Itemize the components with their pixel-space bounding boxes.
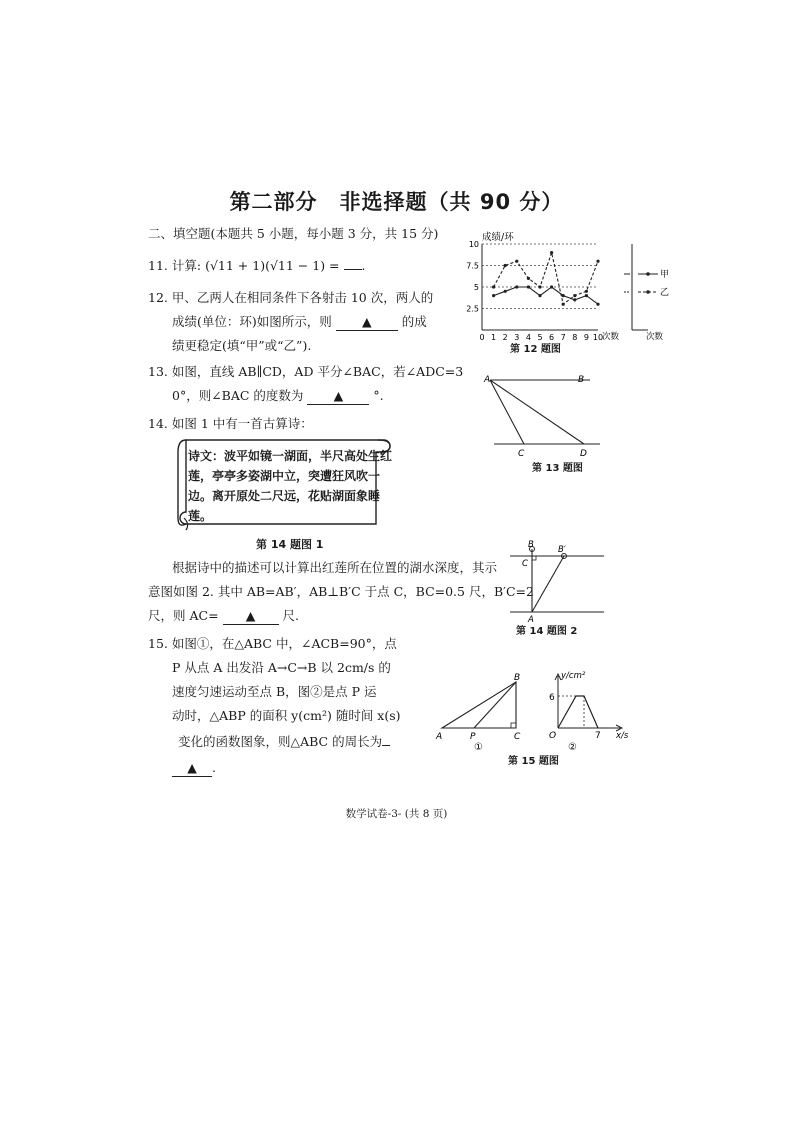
figure-15-graph	[540, 668, 650, 754]
label-d: D	[580, 449, 587, 459]
blank-mark-icon: ▲	[361, 314, 372, 329]
label-c: C	[522, 559, 528, 569]
y-axis-label: y/cm²	[561, 671, 586, 681]
data-point-jia	[562, 294, 565, 297]
segment-ab-prime	[532, 556, 564, 612]
data-point-yi	[527, 277, 530, 280]
label-b-prime: B′	[558, 545, 566, 555]
label-a: A	[484, 375, 491, 385]
figure-14-diagram	[500, 540, 610, 624]
y-tick-6: 6	[549, 693, 555, 703]
figure-15-triangle	[432, 672, 532, 752]
question-12	[148, 290, 433, 306]
question-number: 14.	[148, 416, 168, 431]
legend-marker-yi	[646, 290, 650, 294]
x-tick-label: 3	[514, 333, 520, 342]
label-b: B	[528, 540, 534, 550]
x-tick-label: 1	[491, 333, 497, 342]
question-15-line2: P 从点 A 出发沿 A→C→B 以 2cm/s 的	[172, 660, 391, 675]
x-tick-label: 2	[502, 333, 508, 342]
origin-label: O	[549, 731, 557, 741]
question-12-line3: 绩更稳定(填“甲”或“乙”).	[172, 338, 312, 353]
y-tick-label: 7.5	[466, 261, 479, 271]
x-tick-label: 4	[525, 333, 531, 342]
figure-14-caption: 第 14 题图 2	[516, 626, 578, 637]
data-point-yi	[562, 303, 565, 306]
x-tick-label: 6	[549, 333, 555, 342]
question-13-line2: 0°，则∠BAC 的度数为 ▲ °.	[172, 388, 384, 403]
segment-ac	[490, 380, 524, 444]
data-point-yi	[504, 264, 507, 267]
label-c: C	[514, 732, 521, 742]
data-point-yi	[538, 285, 541, 288]
label-b: B	[578, 375, 585, 385]
data-point-jia	[550, 285, 553, 288]
answer-blank[interactable]	[223, 608, 279, 625]
data-point-jia	[585, 294, 588, 297]
question-15	[148, 636, 397, 652]
triangle-abc	[442, 682, 516, 728]
question-14-line1: 根据诗中的描述可以计算出红莲所在位置的湖水深度，其示	[172, 560, 498, 575]
y-axis-label: 成绩/环	[482, 232, 514, 243]
blank-mark-icon: ▲	[333, 388, 344, 403]
x-axis-label: 次数	[602, 332, 620, 342]
section-header: 二、填空题(本题共 5 小题，每小题 3 分，共 15 分)	[148, 226, 439, 241]
question-12-line2: 成绩(单位：环)如图所示，则 ▲ 的成	[172, 314, 427, 329]
data-point-jia	[504, 290, 507, 293]
answer-blank[interactable]	[172, 760, 212, 777]
x-tick-label: 10	[592, 333, 604, 342]
label-b: B	[514, 673, 521, 683]
x-tick-label: 5	[537, 333, 543, 342]
sub-figure-1: ①	[474, 742, 483, 752]
x-tick-label: 8	[572, 333, 578, 342]
question-14-line3: 尺，则 AC= ▲ 尺.	[148, 608, 299, 623]
question-text: 甲、乙两人在相同条件下各射击 10 次，两人的	[171, 290, 434, 305]
answer-blank[interactable]	[307, 388, 369, 405]
label-c: C	[518, 449, 525, 459]
label-a: A	[436, 732, 443, 742]
x-axis-label: x/s	[616, 731, 629, 741]
segment-ad	[490, 380, 584, 444]
question-number: 11.	[148, 258, 168, 273]
x-tick-7: 7	[595, 731, 601, 741]
data-point-yi	[550, 251, 553, 254]
answer-blank[interactable]	[344, 269, 362, 270]
question-14-line2: 意图如图 2. 其中 AB=AB′，AB⊥B′C 于点 C，BC=0.5 尺，B′C=2	[148, 584, 534, 599]
poem-text: 诗文：波平如镜一湖面，半尺高处生红莲，亭亭多姿湖中立，突遭狂风吹一边。离开原处二尺远，花贴湖面象睡莲。	[188, 449, 393, 523]
area-function-curve	[558, 696, 598, 728]
data-point-jia	[527, 285, 530, 288]
y-tick-label: 10	[468, 240, 479, 249]
poem-caption: 第 14 题图 1	[256, 538, 324, 551]
legend-label-yi: 乙	[660, 288, 670, 298]
figure-13-caption: 第 13 题图	[532, 463, 583, 474]
y-tick-label: 2.5	[466, 304, 479, 314]
data-point-jia	[515, 285, 518, 288]
blank-mark-icon: ▲	[245, 608, 256, 623]
question-15-line4: 动时，△ABP 的面积 y(cm²) 随时间 x(s)	[172, 708, 401, 723]
data-point-jia	[596, 303, 599, 306]
data-point-yi	[573, 294, 576, 297]
sub-figure-2: ②	[568, 742, 577, 753]
question-text: 如图①，在△ABC 中，∠ACB=90°，点	[171, 636, 397, 651]
data-point-yi	[492, 285, 495, 288]
data-point-jia	[538, 294, 541, 297]
question-number: 12.	[148, 290, 168, 305]
legend-label-jia: 甲	[660, 270, 670, 280]
page-footer: 数学试卷-3- (共 8 页)	[345, 808, 448, 820]
x-tick-label: 0	[479, 333, 485, 342]
question-15-line3: 速度匀速运动至点 B，图②是点 P 运	[172, 684, 377, 699]
data-point-jia	[573, 298, 576, 301]
question-number: 15.	[148, 636, 168, 651]
page-title: 第二部分 非选择题（共 90 分）	[229, 190, 564, 214]
figure-12-chart	[448, 226, 688, 354]
series-line-yi	[494, 253, 598, 305]
question-15-line6: ▲ .	[172, 760, 216, 777]
figure-13-diagram	[480, 372, 610, 462]
legend-marker-jia	[646, 272, 650, 276]
segment-bp	[474, 682, 516, 728]
question-text: 如图，直线 AB∥CD，AD 平分∠BAC，若∠ADC=3	[171, 364, 464, 379]
y-tick-label: 5	[473, 283, 479, 292]
question-14	[148, 416, 313, 432]
series-line-jia	[494, 287, 598, 304]
data-point-yi	[585, 290, 588, 293]
data-point-jia	[492, 294, 495, 297]
figure-12-caption: 第 12 题图	[510, 344, 561, 355]
math-expression: (√11 + 1)(√11 − 1) =	[205, 258, 340, 273]
label-a: A	[528, 615, 534, 624]
blank-mark-icon: ▲	[187, 760, 197, 775]
label-p: P	[470, 732, 476, 742]
figure-15-caption: 第 15 题图	[508, 756, 559, 767]
question-15-line5: 变化的函数图象，则△ABC 的周长为	[178, 734, 390, 750]
question-11: 11. 计算: (√11 + 1)(√11 − 1) = .	[148, 258, 366, 273]
legend-x-label: 次数	[646, 332, 664, 342]
data-point-yi	[596, 260, 599, 263]
question-text: 如图 1 中有一首古算诗：	[171, 416, 313, 431]
question-13	[148, 364, 463, 380]
question-text: 计算:	[171, 258, 202, 273]
answer-blank[interactable]	[336, 314, 398, 331]
question-number: 13.	[148, 364, 168, 379]
x-tick-label: 9	[583, 333, 589, 342]
data-point-yi	[515, 260, 518, 263]
x-tick-label: 7	[560, 333, 566, 342]
